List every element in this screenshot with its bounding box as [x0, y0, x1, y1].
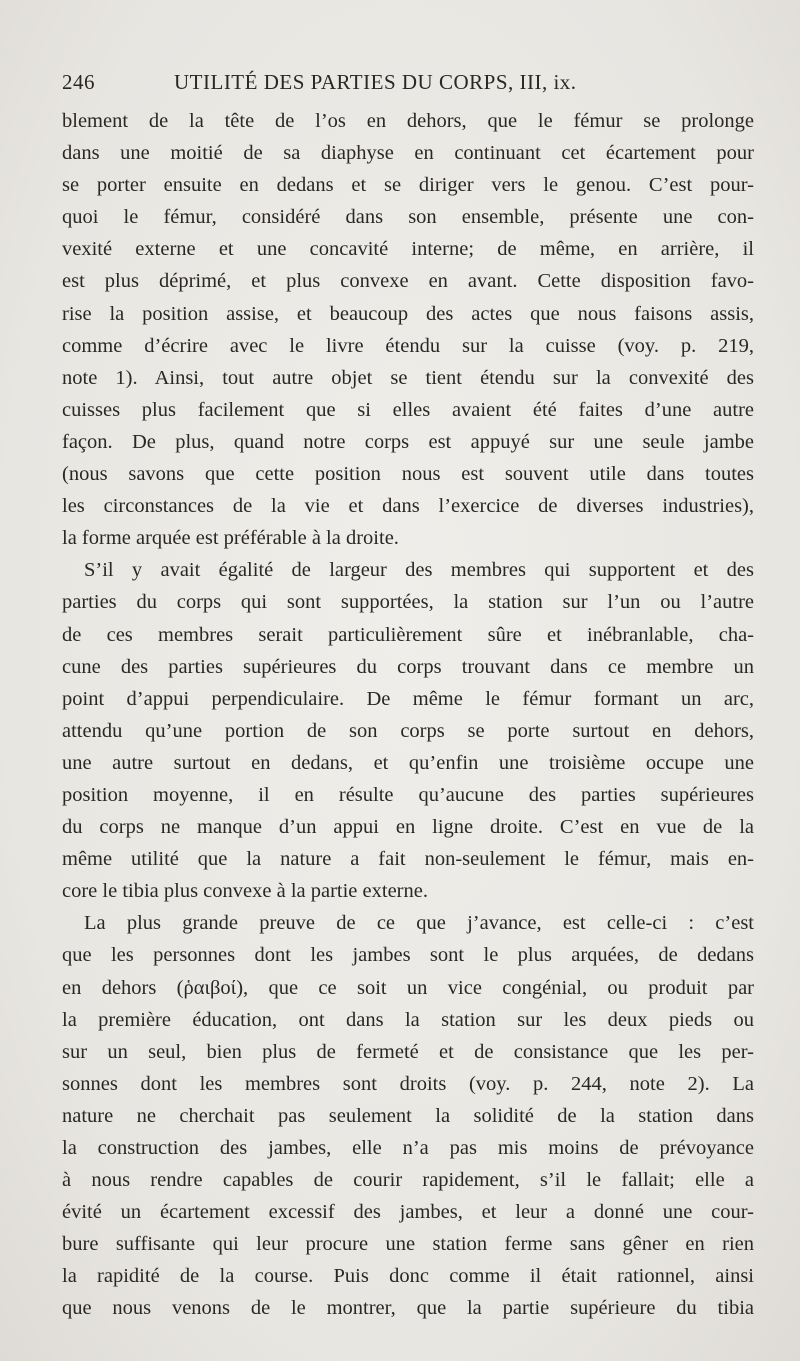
- text-line: est plus déprimé, et plus convexe en avant. Cette disposition favo-: [62, 270, 754, 293]
- text-line: la construction des jambes, elle n’a pas mis moins de prévoyance: [62, 1137, 754, 1159]
- text-line: se porter ensuite en dedans et se diriger vers le genou. C’est pour-: [62, 174, 754, 197]
- text-line: vexité externe et une concavité interne; de même, en arrière, il: [62, 238, 754, 261]
- text-line: quoi le fémur, considéré dans son ensemble, présente une con-: [62, 206, 754, 229]
- text-line: position moyenne, il en résulte qu’aucune des parties supérieures: [62, 783, 754, 806]
- text-line: cune des parties supérieures du corps trouvant dans ce membre un: [62, 655, 754, 678]
- text-line: dans une moitié de sa diaphyse en continuant cet écartement pour: [62, 142, 754, 165]
- text-line: (nous savons que cette position nous est souvent utile dans toutes: [62, 463, 754, 486]
- text-line: attendu qu’une portion de son corps se porte surtout en dehors,: [62, 719, 754, 742]
- text-line: les circonstances de la vie et dans l’exercice de diverses industries),: [62, 495, 754, 518]
- text-line: note 1). Ainsi, tout autre objet se tient étendu sur la convexité des: [62, 366, 754, 389]
- text-line: la première éducation, ont dans la station sur les deux pieds ou: [62, 1008, 754, 1031]
- text-line: sonnes dont les membres sont droits (voy. p. 244, note 2). La: [62, 1072, 754, 1095]
- page-header: [62, 70, 762, 102]
- text-line: que les personnes dont les jambes sont le plus arquées, de dedans: [62, 944, 754, 967]
- text-line: même utilité que la nature a fait non-seulement le fémur, mais en-: [62, 848, 754, 871]
- text-line: La plus grande preuve de ce que j’avance, est celle-ci : c’est: [84, 912, 754, 935]
- text-line: une autre surtout en dedans, et qu’enfin une troisième occupe une: [62, 751, 754, 774]
- page-number: 246: [62, 70, 95, 94]
- text-line: cuisses plus facilement que si elles avaient été faites d’une autre: [62, 398, 754, 421]
- text-line: de ces membres serait particulièrement sûre et inébranlable, cha-: [62, 623, 754, 646]
- text-line: nature ne cherchait pas seulement la solidité de la station dans: [62, 1104, 754, 1127]
- text-line: que nous venons de le montrer, que la partie supérieure du tibia: [62, 1297, 754, 1320]
- text-line: S’il y avait égalité de largeur des membres qui supportent et des: [84, 559, 754, 582]
- text-line: parties du corps qui sont supportées, la station sur l’un ou l’autre: [62, 591, 754, 614]
- text-line: la rapidité de la course. Puis donc comme il était rationnel, ainsi: [62, 1265, 754, 1288]
- body-text: [62, 105, 782, 1325]
- text-line: évité un écartement excessif des jambes, et leur a donné une cour-: [62, 1201, 754, 1224]
- text-line: du corps ne manque d’un appui en ligne droite. C’est en vue de la: [62, 816, 754, 839]
- text-line: core le tibia plus convexe à la partie externe.: [62, 880, 428, 903]
- text-line: sur un seul, bien plus de fermeté et de consistance que les per-: [62, 1040, 754, 1063]
- text-line: rise la position assise, et beaucoup des actes que nous faisons assis,: [62, 302, 754, 325]
- text-line: façon. De plus, quand notre corps est appuyé sur une seule jambe: [62, 430, 754, 453]
- text-line: la forme arquée est préférable à la droite.: [62, 527, 399, 550]
- text-line: en dehors (ῥαιβοί), que ce soit un vice congénial, ou produit par: [62, 976, 754, 999]
- text-line: bure suffisante qui leur procure une station ferme sans gêner en rien: [62, 1233, 754, 1256]
- running-title: UTILITÉ DES PARTIES DU CORPS, III, ix.: [174, 70, 577, 94]
- text-line: comme d’écrire avec le livre étendu sur la cuisse (voy. p. 219,: [62, 334, 754, 357]
- text-line: blement de la tête de l’os en dehors, que le fémur se prolonge: [62, 110, 754, 132]
- text-line: à nous rendre capables de courir rapidement, s’il le fallait; elle a: [62, 1169, 754, 1192]
- text-line: point d’appui perpendiculaire. De même le fémur formant un arc,: [62, 687, 754, 710]
